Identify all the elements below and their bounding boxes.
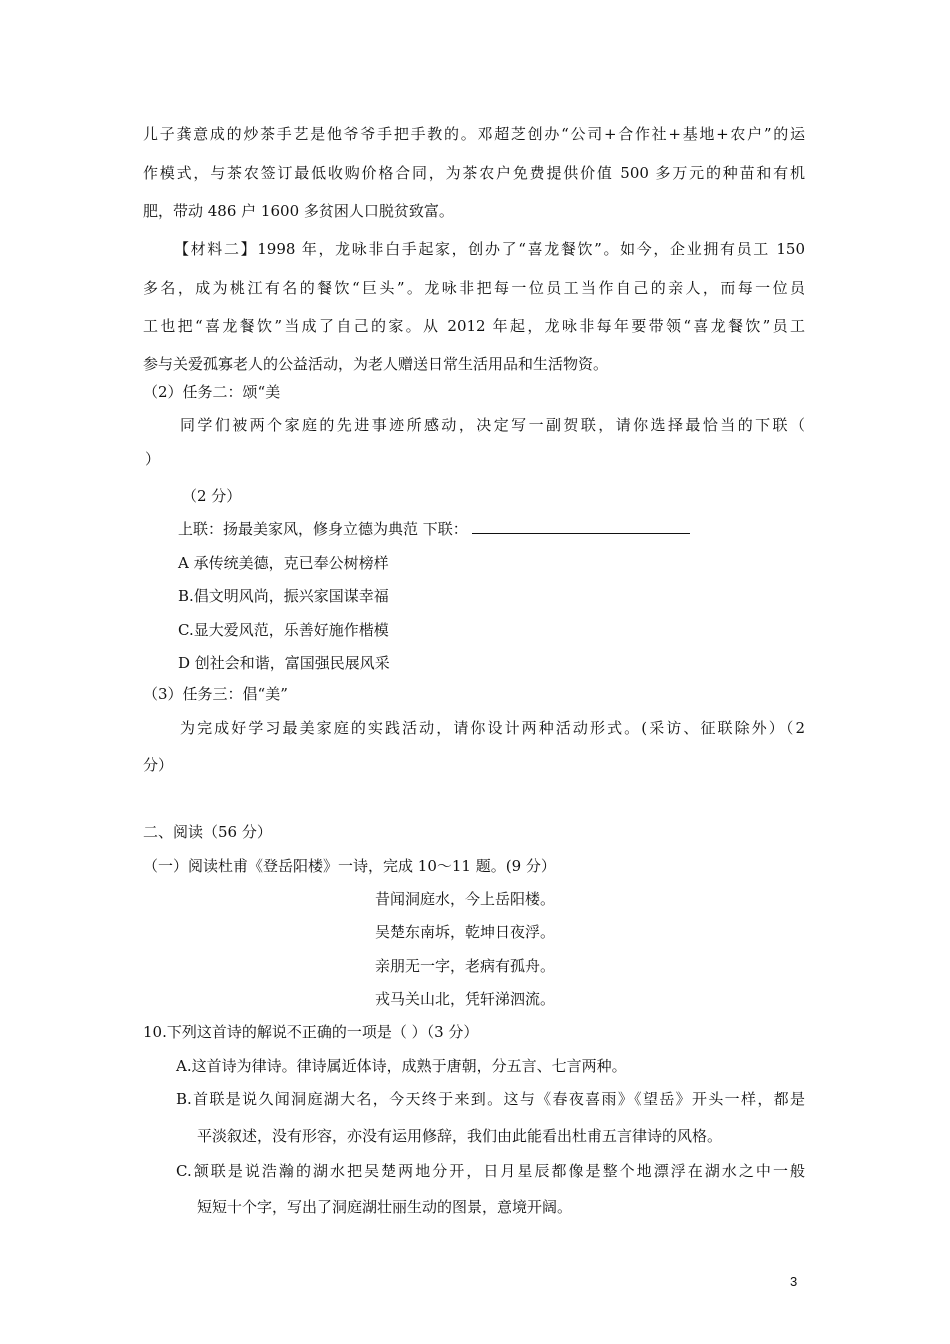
task2-option-c: C.显大爱风范，乐善好施作楷模 xyxy=(178,621,389,639)
material2-line-3: 工也把“喜龙餐饮”当成了自己的家。从 2012 年起，龙咏非每年要带领“喜龙餐饮”员工 xyxy=(143,317,805,335)
task3-prompt-line-2: 分） xyxy=(143,756,174,774)
task2-option-a: A 承传统美德，克已奉公树榜样 xyxy=(178,554,389,572)
section2-heading: 二、阅读（56 分） xyxy=(143,823,272,841)
couplet-line xyxy=(178,519,690,539)
poem-line-2: 吴楚东南坼，乾坤日夜浮。 xyxy=(375,923,556,941)
section2-sub-heading: （一）阅读杜甫《登岳阳楼》一诗，完成 10～11 题。(9 分） xyxy=(143,857,556,875)
material2-line-2: 多名，成为桃江有名的餐饮“巨头”。龙咏非把每一位员工当作自己的亲人，而每一位员 xyxy=(143,279,805,297)
material1-line-3: 肥，带动 486 户 1600 多贫困人口脱贫致富。 xyxy=(143,202,454,220)
poem-line-4: 戎马关山北，凭轩涕泗流。 xyxy=(375,990,556,1008)
task3-heading: （3）任务三：倡“美” xyxy=(143,685,288,703)
task2-prompt-line-2: ） xyxy=(145,450,161,468)
material1-line-2: 作模式，与茶农签订最低收购价格合同，为茶农户免费提供价值 500 多万元的种苗和有机 xyxy=(143,164,805,182)
couplet-upper: 上联：扬最美家风，修身立德为典范 下联： xyxy=(178,520,468,538)
question10-option-b-line-2: 平淡叙述，没有形容，亦没有运用修辞，我们由此能看出杜甫五言律诗的风格。 xyxy=(197,1127,723,1145)
material2-line-4: 参与关爱孤寡老人的公益活动，为老人赠送日常生活用品和生活物资。 xyxy=(143,355,609,373)
question10-option-c-line-2: 短短十个字，写出了洞庭湖壮丽生动的图景，意境开阔。 xyxy=(197,1198,573,1216)
material1-line-1: 儿子龚意成的炒茶手艺是他爷爷手把手教的。邓超芝创办“公司+合作社+基地+农户”的运 xyxy=(143,125,805,143)
task2-heading: （2）任务二：颂“美 xyxy=(143,383,281,401)
question10-option-c-line-1: C.颔联是说浩瀚的湖水把吴楚两地分开，日月星辰都像是整个地漂浮在湖水之中一般 xyxy=(176,1162,805,1180)
question10-option-b-line-1: B.首联是说久闻洞庭湖大名，今天终于来到。这与《春夜喜雨》《望岳》开头一样，都是 xyxy=(176,1090,805,1108)
material2-line-1: 【材料二】1998 年，龙咏非白手起家，创办了“喜龙餐饮”。如今，企业拥有员工 150 xyxy=(174,240,805,258)
task3-prompt-line-1: 为完成好学习最美家庭的实践活动，请你设计两种活动形式。(采访、征联除外）（2 xyxy=(180,719,805,737)
task2-option-d: D 创社会和谐，富国强民展风采 xyxy=(178,654,390,672)
task2-prompt-line-1: 同学们被两个家庭的先进事迹所感动，决定写一副贺联，请你选择最恰当的下联（ xyxy=(180,416,805,434)
question10-option-a: A.这首诗为律诗。律诗属近体诗，成熟于唐朝，分五言、七言两种。 xyxy=(176,1057,627,1075)
poem-line-1: 昔闻洞庭水，今上岳阳楼。 xyxy=(375,890,556,908)
task2-option-b: B.倡文明风尚，振兴家国谋幸福 xyxy=(178,587,389,605)
poem-line-3: 亲朋无一字，老病有孤舟。 xyxy=(375,957,556,975)
question10-stem: 10.下列这首诗的解说不正确的一项是（ ）（3 分） xyxy=(143,1023,479,1041)
task2-score: （2 分） xyxy=(182,487,242,505)
page-number: 3 xyxy=(790,1274,798,1289)
couplet-answer-blank[interactable] xyxy=(472,519,690,534)
